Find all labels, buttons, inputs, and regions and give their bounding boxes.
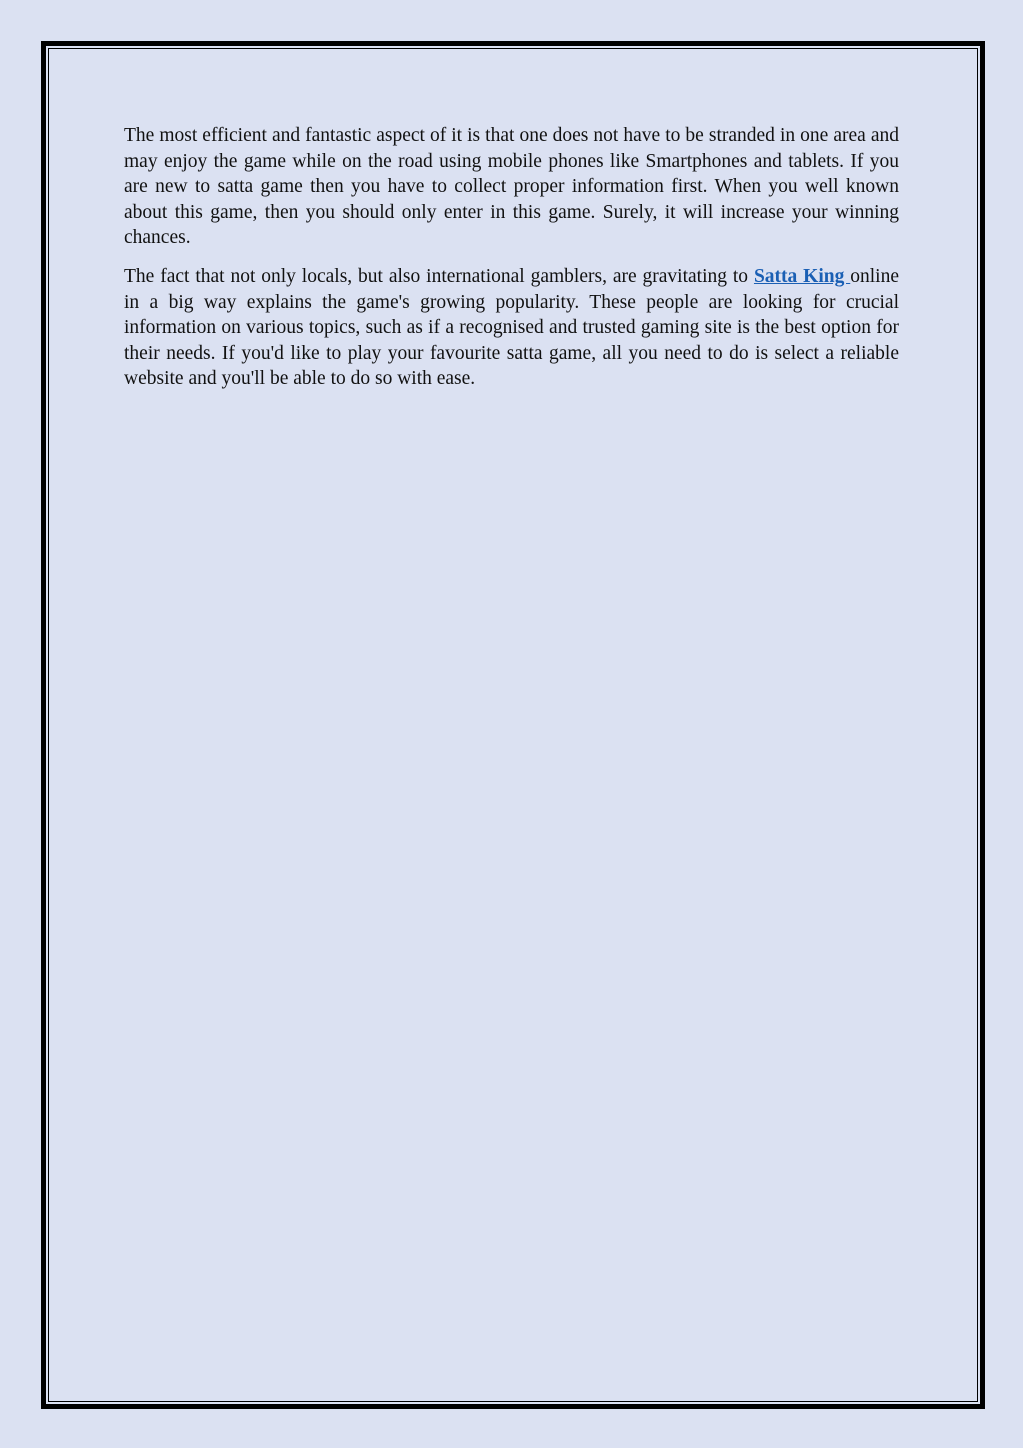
paragraph-2: [124, 264, 899, 392]
satta-king-link[interactable]: Satta King: [753, 265, 851, 287]
paragraph-2-intro: The fact that not only locals, but also international gamblers, are gravitating to: [124, 265, 754, 287]
paragraph-2-rest: online in a big way explains the game's growing popularity. These people are looking for crucial information on various topics, such as if a recognised and trusted gaming site is the best option for their needs. If you'd like to play your favourite satta game, all you need to do is select a reliable website and you'll be able to do so with ease.: [124, 265, 899, 390]
document-body: [124, 123, 899, 405]
paragraph-1: The most efficient and fantastic aspect of it is that one does not have to be stranded in one area and may enjoy the game while on the road using mobile phones like Smartphones and tablets. If you are new to satta game then you have to collect proper information first. When you well known about this game, then you should only enter in this game. Surely, it will increase your winning chances.: [124, 125, 899, 249]
